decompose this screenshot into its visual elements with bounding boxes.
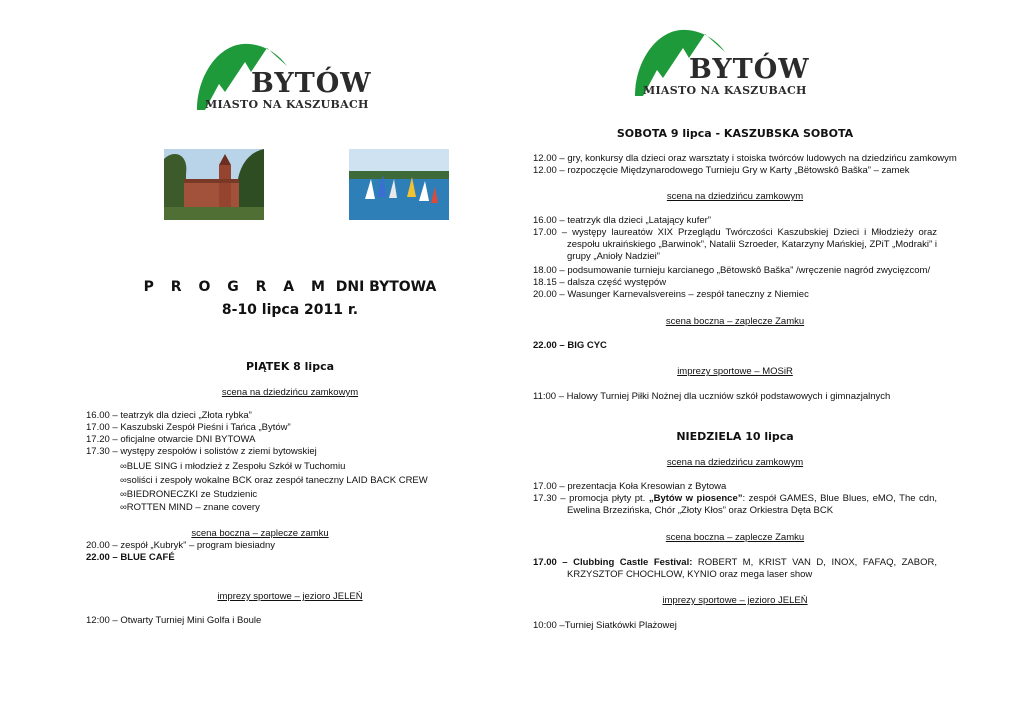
event-line: 20.00 – zespół „Kubryk” – program biesiadny bbox=[86, 540, 276, 551]
event-line: 16.00 – teatrzyk dla dzieci „Latający kufer” bbox=[533, 215, 711, 226]
event-line: 16.00 – teatrzyk dla dzieci „Złota rybka” bbox=[86, 410, 252, 421]
venue-side-stage: scena boczna – zaplecze zamku bbox=[191, 528, 329, 539]
event-line: 17.30 – występy zespołów i solistów z ziemi bytowskiej bbox=[86, 446, 317, 457]
bullet-item: ∞soliści i zespoły wokalne BCK oraz zespół taneczny LAID BACK CREW bbox=[120, 475, 428, 486]
program-title: P R O G R A M DNI BYTOWA bbox=[143, 279, 437, 295]
event-line: 12.00 – gry, konkursy dla dzieci oraz warsztaty i stoiska twórców ludowych na dziedzińcu zamkowym bbox=[533, 153, 957, 164]
event-line: 17.00 – prezentacja Koła Kresowian z Bytowa bbox=[533, 481, 727, 492]
bullet-item: ∞BIEDRONECZKI ze Studzienic bbox=[120, 489, 258, 500]
event-line: 18.15 – dalsza część występów bbox=[533, 277, 667, 288]
event-line: 18.00 – podsumowanie turnieju karcianego „Bëtowskô Baška” /wręczenie nagród zwycięzcom/ bbox=[533, 265, 931, 276]
event-line: 22.00 – BLUE CAFÉ bbox=[86, 552, 175, 563]
logo-brand: BYTÓW bbox=[251, 68, 372, 99]
day-sunday: NIEDZIELA 10 lipca bbox=[676, 430, 794, 443]
windsurf-photo bbox=[349, 149, 449, 220]
bytow-logo-right bbox=[633, 28, 818, 103]
logo-brand: BYTÓW bbox=[689, 54, 810, 85]
logo-tagline: MIASTO NA KASZUBACH bbox=[643, 84, 807, 97]
event-line: 10:00 –Turniej Siatkówki Plażowej bbox=[533, 620, 677, 631]
program-dates: 8-10 lipca 2011 r. bbox=[221, 302, 359, 318]
castle-photo bbox=[164, 149, 264, 220]
venue-sports-lake: imprezy sportowe – jezioro JELEŃ bbox=[217, 591, 363, 602]
event-paragraph: 17.00 – Clubbing Castle Festival: ROBERT M, KRIST VAN D, INOX, FAFAQ, ZABOR, KRZYSZTOF CHOCHLOW, KYNIO oraz mega laser show bbox=[533, 557, 937, 580]
bytow-logo-left bbox=[195, 42, 380, 117]
event-line: 12.00 – rozpoczęcie Międzynarodowego Turnieju Gry w Karty „Bëtowskô Baška” – zamek bbox=[533, 165, 910, 176]
event-line: 20.00 – Wasunger Karnevalsvereins – zespół taneczny z Niemiec bbox=[533, 289, 809, 300]
venue-castle-courtyard: scena na dziedzińcu zamkowym bbox=[221, 387, 359, 398]
venue-side-stage: scena boczna – zaplecze Zamku bbox=[665, 532, 805, 543]
logo-tagline: MIASTO NA KASZUBACH bbox=[205, 98, 369, 111]
venue-side-stage: scena boczna – zaplecze Zamku bbox=[665, 316, 805, 327]
bullet-item: ∞ROTTEN MIND – znane covery bbox=[120, 502, 260, 513]
event-line: 22.00 – BIG CYC bbox=[533, 340, 607, 351]
event-line: 11:00 – Halowy Turniej Piłki Nożnej dla uczniów szkół podstawowych i gimnazjalnych bbox=[533, 391, 891, 402]
bullet-item: ∞BLUE SING i młodzież z Zespołu Szkół w Tuchomiu bbox=[120, 461, 346, 472]
day-friday: PIĄTEK 8 lipca bbox=[245, 360, 335, 373]
event-line: 12:00 – Otwarty Turniej Mini Golfa i Boule bbox=[86, 615, 262, 626]
event-line: 17.20 – oficjalne otwarcie DNI BYTOWA bbox=[86, 434, 256, 445]
venue-sports-lake: imprezy sportowe – jezioro JELEŃ bbox=[662, 595, 808, 606]
event-paragraph: 17.30 – promocja płyty pt. „Bytów w piosence”: zespół GAMES, Blue Blues, eMO, The cdn, Ewelina Brzezińska, Chór „Złoty Kłos” oraz Orkiestra Dęta BCK bbox=[533, 493, 938, 516]
venue-castle-courtyard: scena na dziedzińcu zamkowym bbox=[666, 457, 804, 468]
day-saturday: SOBOTA 9 lipca - KASZUBSKA SOBOTA bbox=[616, 127, 854, 140]
event-line: 17.00 – Kaszubski Zespół Pieśni i Tańca „Bytów” bbox=[86, 422, 291, 433]
venue-sports-mosir: imprezy sportowe – MOSiR bbox=[677, 366, 793, 377]
venue-castle-courtyard: scena na dziedzińcu zamkowym bbox=[666, 191, 804, 202]
event-paragraph: 17.00 – występy laureatów XIX Przeglądu Twórczości Kaszubskiej Dzieci i Młodzieży oraz zespołu ukraińskiego „Barwinok”, Natalii Szroeder, Katarzyny Mańskiej, ZPiT „Modraki” i grupy „Anioły Nadziei” bbox=[533, 227, 937, 262]
